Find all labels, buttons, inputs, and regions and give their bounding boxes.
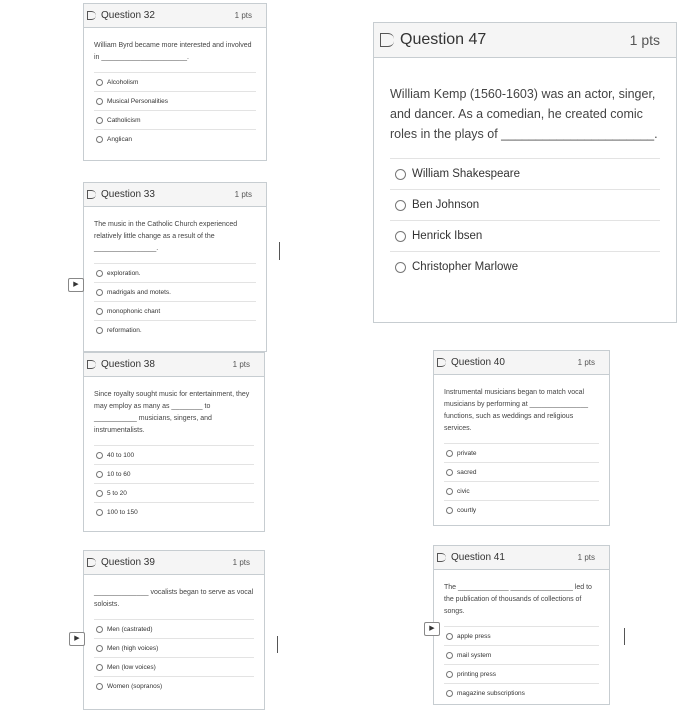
answer-options — [94, 619, 254, 695]
answer-option[interactable] — [390, 158, 660, 189]
radio-button[interactable] — [96, 327, 103, 334]
radio-button[interactable] — [96, 98, 103, 105]
radio-button[interactable] — [96, 117, 103, 124]
answer-label: monophonic chant — [107, 307, 161, 315]
answer-option[interactable] — [444, 683, 599, 702]
radio-button[interactable] — [395, 169, 406, 180]
question-text: William Kemp (1560-1603) was an actor, singer, and dancer. As a comedian, he created comic roles in the plays of ______________________. — [390, 87, 658, 141]
question-title: Question 40 — [451, 357, 505, 368]
play-button[interactable]: ▶ — [69, 632, 85, 646]
answer-label: courtly — [457, 506, 477, 514]
question-title: Question 41 — [451, 552, 505, 563]
radio-button[interactable] — [96, 79, 103, 86]
radio-button[interactable] — [96, 308, 103, 315]
question-card-32 — [83, 3, 267, 161]
question-header — [84, 4, 266, 28]
radio-button[interactable] — [96, 645, 103, 652]
answer-options — [94, 72, 256, 148]
radio-button[interactable] — [96, 270, 103, 277]
answer-option[interactable] — [444, 481, 599, 500]
text-cursor — [624, 628, 625, 645]
answer-option[interactable] — [94, 320, 256, 339]
answer-label: Men (castrated) — [107, 625, 153, 633]
answer-label: apple press — [457, 632, 491, 640]
question-text: ______________ vocalists began to serve as vocal soloists. — [94, 589, 254, 608]
radio-button[interactable] — [446, 507, 453, 514]
answer-options — [444, 626, 599, 702]
flag-icon[interactable] — [437, 358, 446, 367]
answer-label: mail system — [457, 651, 492, 659]
answer-options — [94, 445, 254, 521]
question-header — [84, 551, 264, 575]
question-card-33 — [83, 182, 267, 352]
radio-button[interactable] — [96, 136, 103, 143]
answer-label: Men (high voices) — [107, 644, 159, 652]
question-card-38 — [83, 352, 265, 532]
answer-options — [444, 443, 599, 519]
question-title-group — [87, 359, 155, 370]
question-points: 1 pts — [577, 358, 595, 367]
answer-label: 40 to 100 — [107, 451, 135, 459]
answer-label: sacred — [457, 468, 477, 476]
question-card-41 — [433, 545, 610, 705]
question-title-group — [437, 552, 505, 563]
question-points: 1 pts — [234, 190, 252, 199]
radio-button[interactable] — [96, 471, 103, 478]
answer-option[interactable] — [94, 282, 256, 301]
answer-option[interactable] — [94, 464, 254, 483]
answer-option[interactable] — [94, 483, 254, 502]
answer-label: madrigals and motets. — [107, 288, 171, 296]
answer-label: civic — [457, 487, 470, 495]
question-text: William Byrd became more interested and involved in ______________________. — [94, 42, 252, 61]
radio-button[interactable] — [96, 626, 103, 633]
answer-option[interactable] — [94, 676, 254, 695]
answer-option[interactable] — [444, 500, 599, 519]
answer-option[interactable] — [94, 619, 254, 638]
answer-label: Women (sopranos) — [107, 682, 163, 690]
question-card-40 — [433, 350, 610, 526]
question-points: 1 pts — [234, 11, 252, 20]
question-header — [84, 353, 264, 377]
question-card-39 — [83, 550, 265, 710]
radio-button[interactable] — [395, 262, 406, 273]
answer-option[interactable] — [390, 251, 660, 282]
radio-button[interactable] — [96, 452, 103, 459]
answer-option[interactable] — [444, 645, 599, 664]
flag-icon[interactable] — [87, 190, 96, 199]
radio-button[interactable] — [446, 671, 453, 678]
flag-icon[interactable] — [87, 558, 96, 567]
answer-label: Christopher Marlowe — [412, 261, 519, 273]
radio-button[interactable] — [395, 231, 406, 242]
answer-option[interactable] — [444, 443, 599, 462]
answer-option[interactable] — [94, 91, 256, 110]
answer-label: Alcoholism — [107, 78, 139, 86]
question-title: Question 33 — [101, 189, 155, 200]
question-header — [84, 183, 266, 207]
question-header — [374, 23, 676, 58]
radio-button[interactable] — [446, 652, 453, 659]
question-card-47 — [373, 22, 677, 323]
question-title-group — [87, 10, 155, 21]
answer-label: private — [457, 449, 477, 457]
question-points: 1 pts — [232, 558, 250, 567]
radio-button[interactable] — [96, 490, 103, 497]
radio-button[interactable] — [446, 450, 453, 457]
flag-icon[interactable] — [87, 11, 96, 20]
answer-label: 100 to 150 — [107, 508, 138, 516]
answer-option[interactable] — [94, 638, 254, 657]
answer-option[interactable] — [94, 301, 256, 320]
question-header — [434, 351, 609, 375]
play-button[interactable]: ▶ — [424, 622, 440, 636]
answer-option[interactable] — [94, 657, 254, 676]
answer-label: 10 to 60 — [107, 470, 131, 478]
answer-option[interactable] — [94, 263, 256, 282]
answer-label: Men (low voices) — [107, 663, 156, 671]
radio-button[interactable] — [96, 683, 103, 690]
answer-option[interactable] — [94, 502, 254, 521]
flag-icon[interactable] — [380, 33, 394, 47]
question-title: Question 47 — [400, 31, 487, 48]
answer-label: magazine subscriptions — [457, 689, 525, 697]
question-text: Since royalty sought music for entertainment, they may employ as many as ________ to ___________ musicians, singers, and instrumentalists. — [94, 391, 250, 434]
radio-button[interactable] — [446, 633, 453, 640]
answer-option[interactable] — [94, 110, 256, 129]
question-points: 1 pts — [629, 32, 660, 48]
answer-option[interactable] — [444, 664, 599, 683]
answer-options — [94, 263, 256, 339]
answer-option[interactable] — [94, 129, 256, 148]
radio-button[interactable] — [446, 690, 453, 697]
question-title-group — [87, 189, 155, 200]
question-text: The music in the Catholic Church experienced relatively little change as a result of the ________________. — [94, 221, 238, 252]
text-cursor — [279, 242, 280, 260]
question-text: The _____________ ________________ led to the publication of thousands of collections of songs. — [444, 584, 592, 615]
question-title: Question 32 — [101, 10, 155, 21]
answer-options — [390, 158, 660, 282]
question-text: Instrumental musicians began to match vocal musicians by performing at _______________ functions, such as weddings and religious services. — [444, 389, 588, 432]
answer-label: printing press — [457, 670, 497, 678]
question-title-group — [380, 31, 486, 49]
answer-option[interactable] — [390, 189, 660, 220]
question-title: Question 39 — [101, 557, 155, 568]
radio-button[interactable] — [96, 509, 103, 516]
answer-label: Anglican — [107, 135, 132, 143]
answer-option[interactable] — [390, 220, 660, 251]
answer-label: 5 to 20 — [107, 489, 127, 497]
question-header — [434, 546, 609, 570]
answer-label: reformation. — [107, 326, 142, 334]
flag-icon[interactable] — [87, 360, 96, 369]
answer-label: exploration. — [107, 269, 141, 277]
answer-label: Ben Johnson — [412, 199, 480, 211]
answer-option[interactable] — [94, 445, 254, 464]
question-title-group — [437, 357, 505, 368]
answer-option[interactable] — [444, 626, 599, 645]
text-cursor — [277, 636, 278, 653]
answer-label: Musical Personalities — [107, 97, 169, 105]
flag-icon[interactable] — [437, 553, 446, 562]
radio-button[interactable] — [446, 469, 453, 476]
radio-button[interactable] — [96, 289, 103, 296]
question-points: 1 pts — [232, 360, 250, 369]
answer-option[interactable] — [444, 462, 599, 481]
radio-button[interactable] — [395, 200, 406, 211]
radio-button[interactable] — [446, 488, 453, 495]
radio-button[interactable] — [96, 664, 103, 671]
question-points: 1 pts — [577, 553, 595, 562]
play-button[interactable]: ▶ — [68, 278, 84, 292]
question-title-group — [87, 557, 155, 568]
answer-label: Henrick Ibsen — [412, 230, 483, 242]
question-title: Question 38 — [101, 359, 155, 370]
answer-option[interactable] — [94, 72, 256, 91]
answer-label: William Shakespeare — [412, 168, 521, 180]
answer-label: Catholicism — [107, 116, 141, 124]
